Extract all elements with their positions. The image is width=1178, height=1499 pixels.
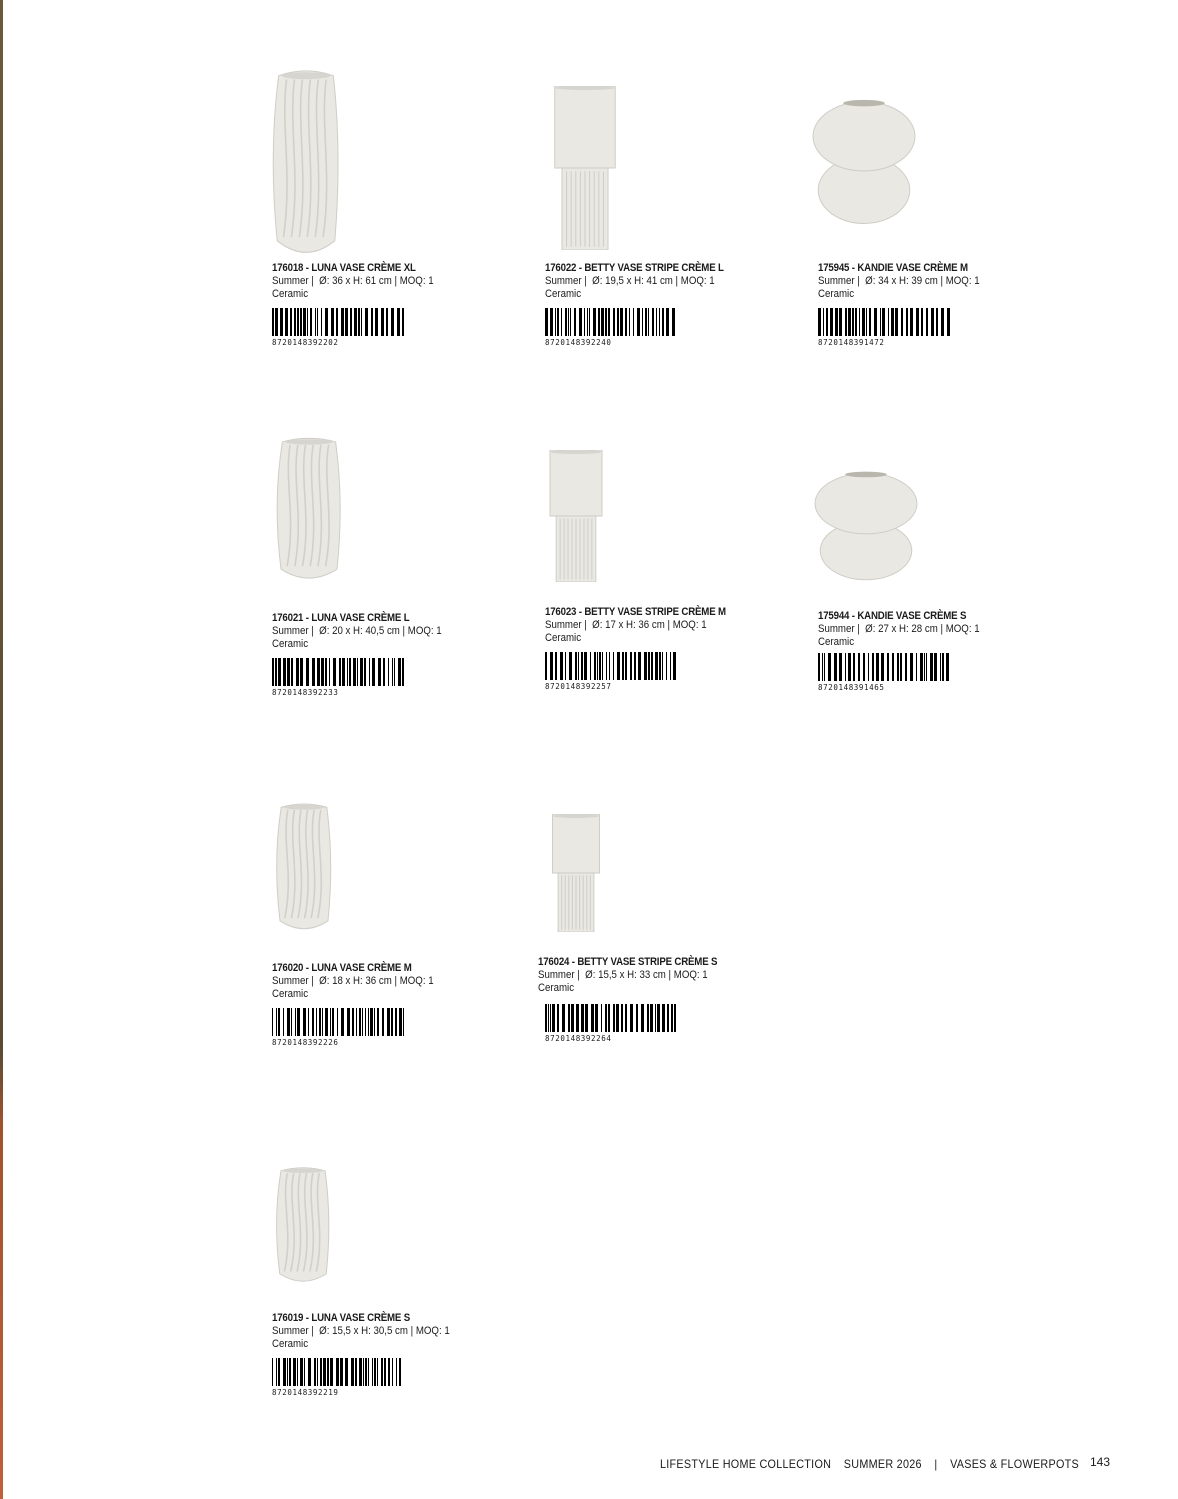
product-info xyxy=(272,262,512,347)
ean-number: 8720148392226 xyxy=(272,1038,339,1047)
product-material: Ceramic xyxy=(272,288,309,300)
product-info xyxy=(538,956,778,1043)
ean-number: 8720148392202 xyxy=(272,338,339,347)
product-photo xyxy=(274,436,344,584)
product-specs: Summer | Ø: 18 x H: 36 cm | MOQ: 1 xyxy=(272,975,434,987)
product-material: Ceramic xyxy=(272,988,309,1000)
product-specs: Summer | Ø: 19,5 x H: 41 cm | MOQ: 1 xyxy=(545,275,715,287)
barcode xyxy=(818,308,1058,336)
barcode xyxy=(272,1358,512,1386)
product-title: 176019 - LUNA VASE CRÈME S xyxy=(272,1312,411,1324)
product-specs: Summer | Ø: 36 x H: 61 cm | MOQ: 1 xyxy=(272,275,434,287)
footer-section: VASES & FLOWERPOTS xyxy=(950,1457,1079,1471)
ean-number: 8720148392233 xyxy=(272,688,339,697)
product-photo xyxy=(274,1166,332,1286)
barcode xyxy=(545,308,785,336)
footer-collection: LIFESTYLE HOME COLLECTION xyxy=(660,1457,832,1471)
product-photo xyxy=(549,86,621,250)
barcode xyxy=(545,1004,778,1032)
product-title: 176023 - BETTY VASE STRIPE CRÈME M xyxy=(545,606,726,618)
product-title: 176018 - LUNA VASE CRÈME XL xyxy=(272,262,416,274)
product-title: 176024 - BETTY VASE STRIPE CRÈME S xyxy=(538,956,718,968)
page-footer xyxy=(660,1456,1079,1472)
product-material: Ceramic xyxy=(545,632,582,644)
vase-image xyxy=(274,1166,332,1286)
barcode xyxy=(272,658,512,686)
vase-image xyxy=(549,86,621,250)
product-specs: Summer | Ø: 15,5 x H: 30,5 cm | MOQ: 1 xyxy=(272,1325,450,1337)
barcode xyxy=(818,653,1058,681)
vase-image xyxy=(274,802,334,934)
product-material: Ceramic xyxy=(818,636,855,648)
product-specs: Summer | Ø: 17 x H: 36 cm | MOQ: 1 xyxy=(545,619,707,631)
product-specs: Summer | Ø: 34 x H: 39 cm | MOQ: 1 xyxy=(818,275,980,287)
footer-separator: | xyxy=(934,1457,938,1471)
ean-number: 8720148392257 xyxy=(545,682,612,691)
barcode xyxy=(272,308,512,336)
ean-number: 8720148391472 xyxy=(818,338,885,347)
product-info xyxy=(818,262,1058,347)
vase-image xyxy=(814,470,918,582)
product-title: 176020 - LUNA VASE CRÈME M xyxy=(272,962,412,974)
product-title: 175944 - KANDIE VASE CRÈME S xyxy=(818,610,967,622)
ean-number: 8720148392264 xyxy=(545,1034,612,1043)
vase-image xyxy=(270,68,342,260)
product-photo xyxy=(548,814,604,932)
ean-number: 8720148392219 xyxy=(272,1388,339,1397)
vase-image xyxy=(812,98,916,226)
ean-number: 8720148391465 xyxy=(818,683,885,692)
product-photo xyxy=(545,450,607,582)
product-photo xyxy=(814,470,918,582)
barcode xyxy=(272,1008,512,1036)
vase-image xyxy=(274,436,344,584)
product-info xyxy=(818,610,1058,692)
product-photo xyxy=(274,802,334,934)
product-title: 176022 - BETTY VASE STRIPE CRÈME L xyxy=(545,262,724,274)
vase-image xyxy=(545,450,607,582)
product-material: Ceramic xyxy=(818,288,855,300)
product-specs: Summer | Ø: 20 x H: 40,5 cm | MOQ: 1 xyxy=(272,625,442,637)
product-material: Ceramic xyxy=(545,288,582,300)
product-info xyxy=(272,1312,512,1397)
ean-number: 8720148392240 xyxy=(545,338,612,347)
product-specs: Summer | Ø: 15,5 x H: 33 cm | MOQ: 1 xyxy=(538,969,708,981)
product-specs: Summer | Ø: 27 x H: 28 cm | MOQ: 1 xyxy=(818,623,980,635)
product-material: Ceramic xyxy=(272,1338,309,1350)
product-material: Ceramic xyxy=(272,638,309,650)
product-info xyxy=(545,606,785,691)
product-title: 175945 - KANDIE VASE CRÈME M xyxy=(818,262,968,274)
page-edge-strip xyxy=(0,0,3,1499)
footer-season: SUMMER 2026 xyxy=(843,1457,922,1471)
product-info xyxy=(545,262,785,347)
product-photo xyxy=(812,98,916,226)
product-info xyxy=(272,962,512,1047)
product-photo xyxy=(270,68,342,260)
barcode xyxy=(545,652,785,680)
product-info xyxy=(272,612,512,697)
page-number: 143 xyxy=(1090,1455,1111,1469)
product-material: Ceramic xyxy=(538,982,575,994)
vase-image xyxy=(548,814,604,932)
product-title: 176021 - LUNA VASE CRÈME L xyxy=(272,612,410,624)
